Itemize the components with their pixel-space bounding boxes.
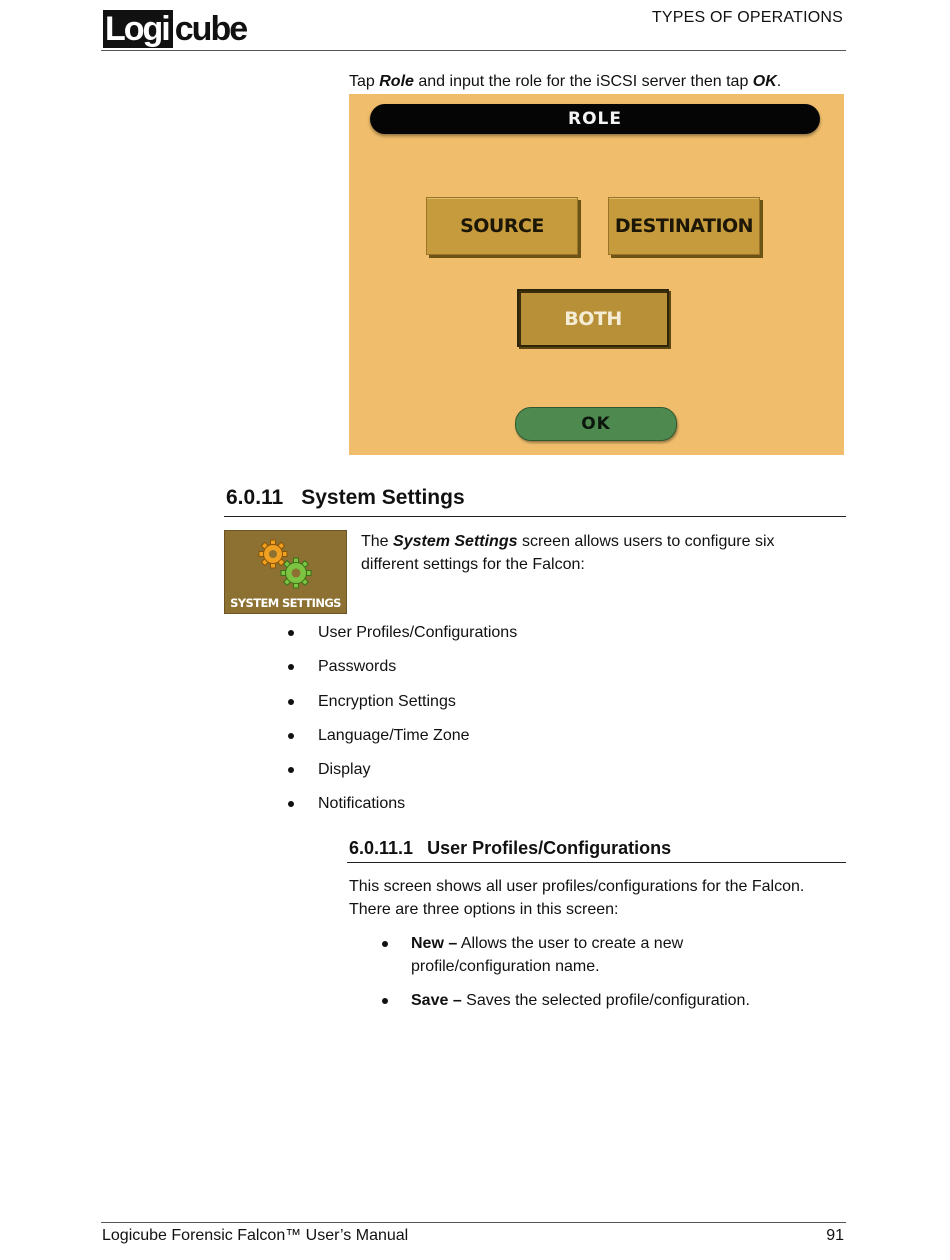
intro-line-2: different settings for the Falcon: (361, 556, 585, 573)
settings-list (318, 621, 838, 827)
list-item (318, 758, 838, 781)
intro-prefix: The (361, 533, 394, 550)
bullet-icon (288, 664, 294, 670)
header-section-title: TYPES OF OPERATIONS (651, 9, 843, 26)
logo-dark-part: Logi (103, 10, 173, 48)
destination-button[interactable]: DESTINATION (608, 197, 760, 255)
system-settings-icon (224, 530, 347, 614)
list-item-text: Passwords (318, 658, 397, 676)
intro-line-1-rest: screen allows users to configure six (517, 533, 775, 550)
footer-rule (101, 1222, 846, 1223)
role-instruction-end: . (776, 73, 782, 90)
subsection-rule (347, 862, 846, 863)
source-button[interactable]: SOURCE (426, 197, 578, 255)
paragraph-line-1: This screen shows all user profiles/configurations for the Falcon. (349, 878, 805, 895)
subsection-paragraph (349, 875, 846, 921)
intro-term: System Settings (393, 533, 518, 550)
role-screen-screenshot (349, 94, 844, 455)
option-line-1 (411, 932, 831, 955)
header-rule (101, 50, 846, 51)
footer-manual-title: Logicube Forensic Falcon™ User’s Manual (102, 1227, 409, 1244)
list-item (411, 989, 831, 1012)
bullet-icon (288, 801, 294, 807)
section-title: System Settings (301, 486, 465, 509)
section-intro (361, 530, 841, 576)
list-item-text: Notifications (318, 795, 406, 813)
section-rule (224, 516, 846, 517)
list-item (318, 690, 838, 713)
option-desc: Saves the selected profile/configuration. (461, 992, 750, 1009)
gears-icon (224, 530, 347, 600)
bullet-icon (288, 767, 294, 773)
section-heading (226, 486, 465, 510)
list-item-text: User Profiles/Configurations (318, 624, 518, 641)
ok-term: OK (752, 73, 777, 90)
logo-light-part: cube (174, 10, 247, 48)
list-item (318, 655, 838, 678)
ok-button[interactable]: OK (515, 407, 677, 441)
bullet-icon (382, 998, 388, 1004)
option-label-new: New – (411, 935, 458, 952)
list-item (411, 932, 831, 978)
role-instruction (349, 70, 781, 93)
section-number: 6.0.11 (226, 486, 284, 509)
system-settings-icon-label: SYSTEM SETTINGS (230, 596, 341, 610)
subsection-number: 6.0.11.1 (349, 838, 414, 858)
page-number: 91 (826, 1227, 844, 1244)
intro-line-1 (361, 530, 841, 553)
bullet-icon (288, 733, 294, 739)
list-item (318, 724, 838, 747)
list-item (318, 621, 838, 644)
list-item-text: Encryption Settings (318, 692, 456, 710)
option-desc-line-2: profile/configuration name. (411, 958, 600, 975)
role-term: Role (379, 73, 414, 90)
bullet-icon (288, 699, 294, 705)
both-button[interactable]: BOTH (517, 289, 669, 347)
option-line-1 (411, 989, 831, 1012)
logicube-logo (103, 10, 246, 48)
role-instruction-prefix: Tap (349, 73, 380, 90)
subsection-heading (349, 838, 671, 859)
bullet-icon (288, 630, 294, 636)
list-item (318, 792, 838, 815)
bullet-icon (382, 941, 388, 947)
option-label-save: Save – (411, 992, 462, 1009)
paragraph-line-2: There are three options in this screen: (349, 901, 619, 918)
options-list (411, 932, 831, 1012)
list-item-text: Language/Time Zone (318, 726, 470, 744)
option-desc: Allows the user to create a new (457, 935, 684, 952)
role-instruction-middle: and input the role for the iSCSI server then tap (413, 73, 753, 90)
list-item-text: Display (318, 761, 371, 779)
role-title-bar: ROLE (370, 104, 820, 134)
subsection-title: User Profiles/Configurations (427, 838, 672, 858)
